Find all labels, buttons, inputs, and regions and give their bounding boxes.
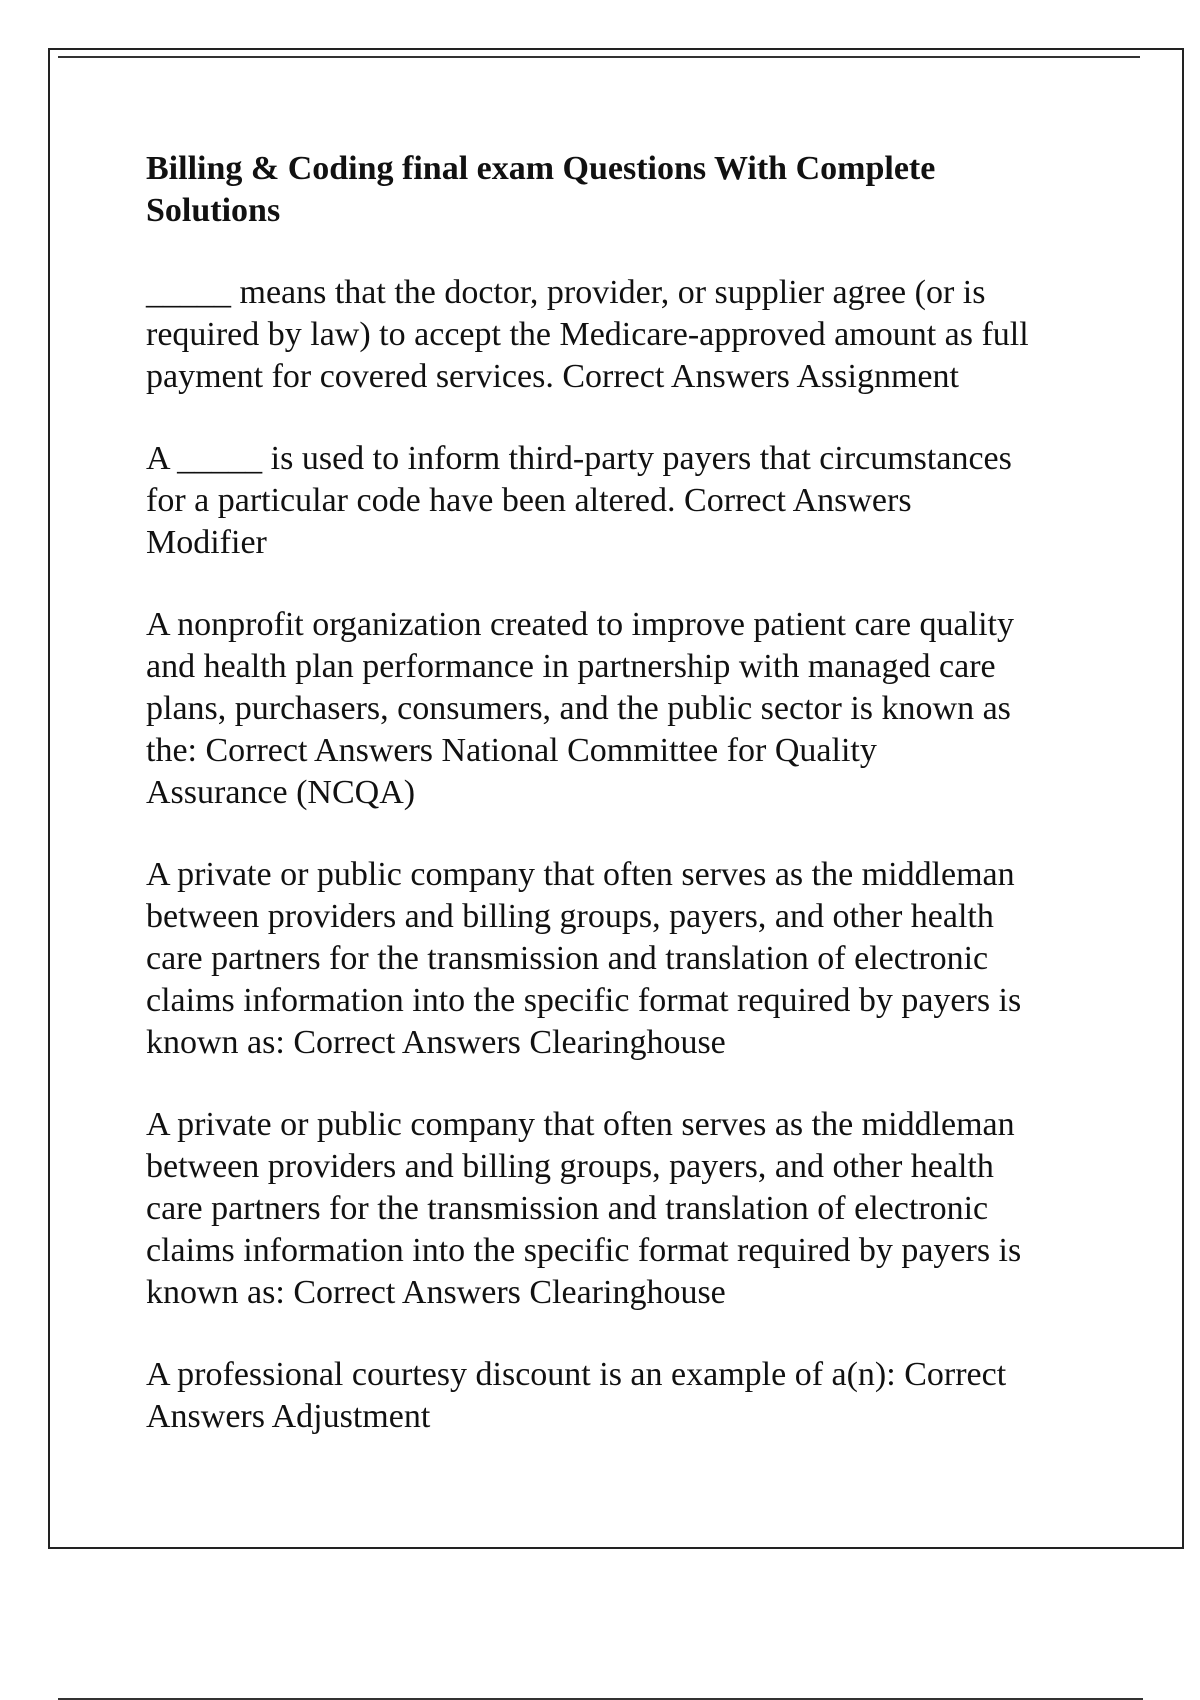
document-content — [146, 148, 1146, 1478]
page-frame — [48, 48, 1184, 1549]
qa-item-assignment: _____ means that the doctor, provider, or supplier agree (or is required by law) to accept the Medicare-approved amount as full payment for covered services. Correct Answers Assignment — [146, 274, 1029, 395]
qa-item-modifier: A _____ is used to inform third-party payers that circumstances for a particular code have been altered. Correct Answers Modifier — [146, 440, 1012, 561]
qa-item-clearinghouse: A private or public company that often serves as the middleman between providers and billing groups, payers, and other health care partners for the transmission and translation of electronic claims information into the specific format required by payers is known as: Correct Answers Clearinghouse — [146, 856, 1022, 1061]
document-title: Billing & Coding final exam Questions With Complete Solutions — [146, 150, 936, 229]
qa-item-clearinghouse-repeat: A private or public company that often serves as the middleman between providers and billing groups, payers, and other health care partners for the transmission and translation of electronic claims information into the specific format required by payers is known as: Correct Answers Clearinghouse — [146, 1106, 1022, 1311]
top-rule-divider — [58, 56, 1140, 58]
qa-item-adjustment: A professional courtesy discount is an example of a(n): Correct Answers Adjustment — [146, 1356, 1007, 1435]
qa-item-ncqa: A nonprofit organization created to improve patient care quality and health plan performance in partnership with managed care plans, purchasers, consumers, and the public sector is known as the: Correct Answers National Committee for Quality Assurance (NCQA) — [146, 606, 1014, 811]
